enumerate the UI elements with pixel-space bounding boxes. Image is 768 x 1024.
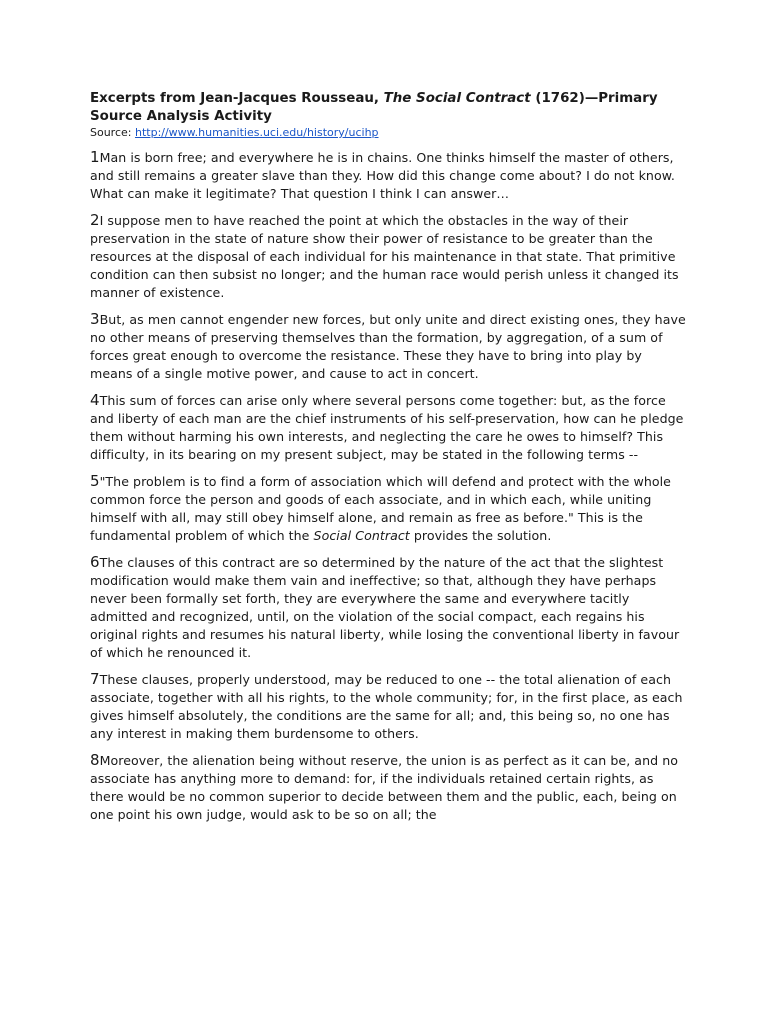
paragraph-text: This sum of forces can arise only where several persons come together: but, as the force and liberty of each man are the chief instruments of his self-preservation, how can he pledge them without harming his own interests, and neglecting the care he owes to himself? This difficulty, in its bearing on my present subject, may be stated in the following terms --	[90, 393, 684, 462]
paragraph-italic: Social Contract	[313, 528, 410, 543]
paragraph-3	[90, 310, 686, 383]
source-link[interactable]: http://www.humanities.uci.edu/history/ucihp	[134, 126, 379, 139]
paragraph-text: Man is born free; and everywhere he is in chains. One thinks himself the master of others, and still remains a greater slave than they. How did this change come about? I do not know. What can make it legitimate? That question I think I can answer…	[90, 150, 675, 201]
paragraph-7	[90, 670, 686, 743]
paragraph-6	[90, 553, 686, 662]
paragraph-number: 8	[90, 751, 100, 769]
paragraph-number: 3	[90, 310, 100, 328]
title-italic: The Social Contract	[383, 91, 531, 106]
paragraph-number: 5	[90, 472, 100, 490]
paragraph-number: 1	[90, 148, 100, 166]
title-part2: (1762)—Primary Source Analysis Activity	[90, 91, 658, 124]
title-part1: Excerpts from Jean-Jacques Rousseau,	[90, 91, 384, 106]
paragraph-text: But, as men cannot engender new forces, but only unite and direct existing ones, they have no other means of preserving themselves than the formation, by aggregation, of a sum of forces great enough to overcome the resistance. These they have to bring into play by means of a single motive power, and cause to act in concert.	[90, 312, 686, 381]
paragraph-text-after: provides the solution.	[409, 528, 552, 543]
paragraph-text: These clauses, properly understood, may be reduced to one -- the total alienation of each associate, together with all his rights, to the whole community; for, in the first place, as each gives himself absolutely, the conditions are the same for all; and, this being so, no one has any interest in making them burdensome to others.	[90, 672, 683, 741]
paragraph-2	[90, 211, 686, 302]
document-page	[90, 90, 686, 832]
paragraph-list	[90, 148, 686, 824]
paragraph-text: Moreover, the alienation being without reserve, the union is as perfect as it can be, and no associate has anything more to demand: for, if the individuals retained certain rights, as there would be no common superior to decide between them and the public, each, being on one point his own judge, would ask to be so on all; the	[90, 753, 678, 822]
paragraph-number: 4	[90, 391, 100, 409]
source-line	[90, 126, 686, 140]
paragraph-text: "The problem is to find a form of association which will defend and protect with the whole common force the person and goods of each associate, and in which each, while uniting himself with all, may still obey himself alone, and remain as free as before." This is the fundamental problem of which the	[90, 474, 671, 543]
source-label: Source:	[90, 126, 135, 139]
paragraph-text: The clauses of this contract are so determined by the nature of the act that the slightest modification would make them vain and ineffective; so that, although they have perhaps never been formally set forth, they are everywhere the same and everywhere tacitly admitted and recognized, until, on the violation of the social compact, each regains his original rights and resumes his natural liberty, while losing the conventional liberty in favour of which he renounced it.	[90, 555, 680, 660]
paragraph-text: I suppose men to have reached the point at which the obstacles in the way of their preservation in the state of nature show their power of resistance to be greater than the resources at the disposal of each individual for his maintenance in that state. That primitive condition can then subsist no longer; and the human race would perish unless it changed its manner of existence.	[90, 213, 679, 300]
paragraph-8	[90, 751, 686, 824]
paragraph-number: 7	[90, 670, 100, 688]
paragraph-number: 2	[90, 211, 100, 229]
paragraph-4	[90, 391, 686, 464]
paragraph-number: 6	[90, 553, 100, 571]
document-title	[90, 90, 686, 126]
paragraph-1	[90, 148, 686, 203]
paragraph-5	[90, 472, 686, 545]
